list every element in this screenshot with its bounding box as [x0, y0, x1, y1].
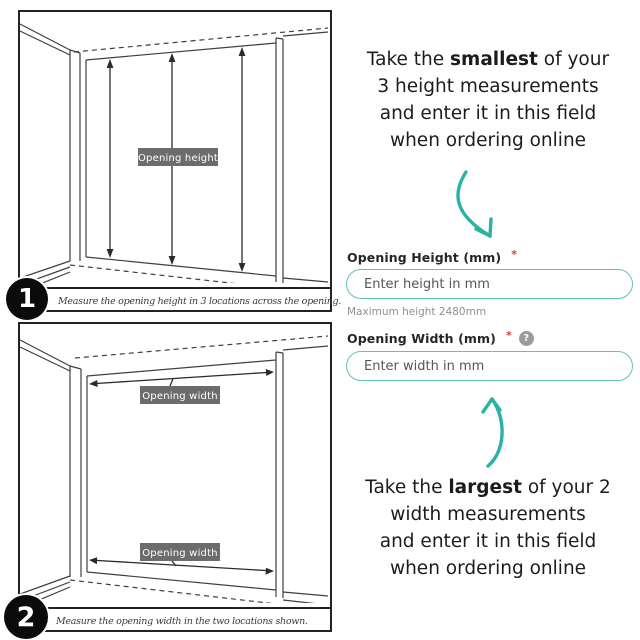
step-2-badge: 2 — [4, 595, 48, 639]
step-1-badge: 1 — [6, 278, 48, 320]
diagram-opening-width — [18, 322, 332, 632]
left-frame-post — [70, 366, 87, 577]
alcove-width-drawing — [20, 324, 330, 603]
opening-height-label: Opening height — [137, 153, 219, 164]
right-frame-post — [276, 32, 328, 283]
help-icon[interactable]: ? — [519, 331, 534, 346]
coving-line — [20, 340, 70, 366]
diagram1-caption: Measure the opening height in 3 locations across the opening. — [58, 296, 342, 307]
required-marker: * — [511, 248, 517, 261]
curved-arrow-down-icon — [442, 166, 506, 246]
alcove-height-drawing — [20, 12, 330, 283]
opening-width-input[interactable] — [346, 351, 633, 381]
instruction-text-width: Take the largest of your 2 width measurements and enter it in this field when ordering online — [365, 477, 611, 579]
opening-width-label: Opening width — [142, 391, 218, 402]
width-measure-arrow-bottom — [96, 560, 267, 570]
instruction-text-height: Take the smallest of your 3 height measurements and enter it in this field when ordering online — [366, 49, 610, 151]
top-dashed-line — [75, 336, 328, 358]
coving-line — [20, 31, 70, 55]
diagram2-caption: Measure the opening width in the two locations shown. — [56, 616, 308, 627]
opening-width-field-label-row — [347, 331, 534, 346]
floor-line — [86, 257, 276, 276]
curved-arrow-up-icon — [455, 390, 515, 470]
left-frame-post — [70, 50, 86, 261]
opening-width-label: Opening width — [142, 548, 218, 559]
label-leader-line — [170, 379, 173, 386]
coving-line — [20, 347, 70, 371]
opening-height-input[interactable] — [346, 269, 633, 299]
required-marker: * — [505, 329, 512, 342]
width-measure-arrow-top — [96, 373, 267, 384]
caption-strip-1 — [20, 287, 342, 314]
bottom-dashed-line — [70, 580, 328, 603]
opening-height-field-label: Opening Height (mm) — [347, 250, 502, 265]
floor-line — [87, 572, 276, 590]
opening-width-field-label: Opening Width (mm) — [347, 331, 496, 346]
top-dashed-line — [74, 28, 328, 52]
coving-line — [20, 24, 70, 50]
max-height-helper-text: Maximum height 2480mm — [347, 306, 487, 318]
caption-strip-2 — [20, 607, 330, 634]
opening-height-field-label-row — [347, 250, 517, 265]
diagram-opening-height — [18, 10, 342, 312]
right-frame-post — [276, 346, 328, 603]
ceiling-line — [86, 43, 276, 60]
